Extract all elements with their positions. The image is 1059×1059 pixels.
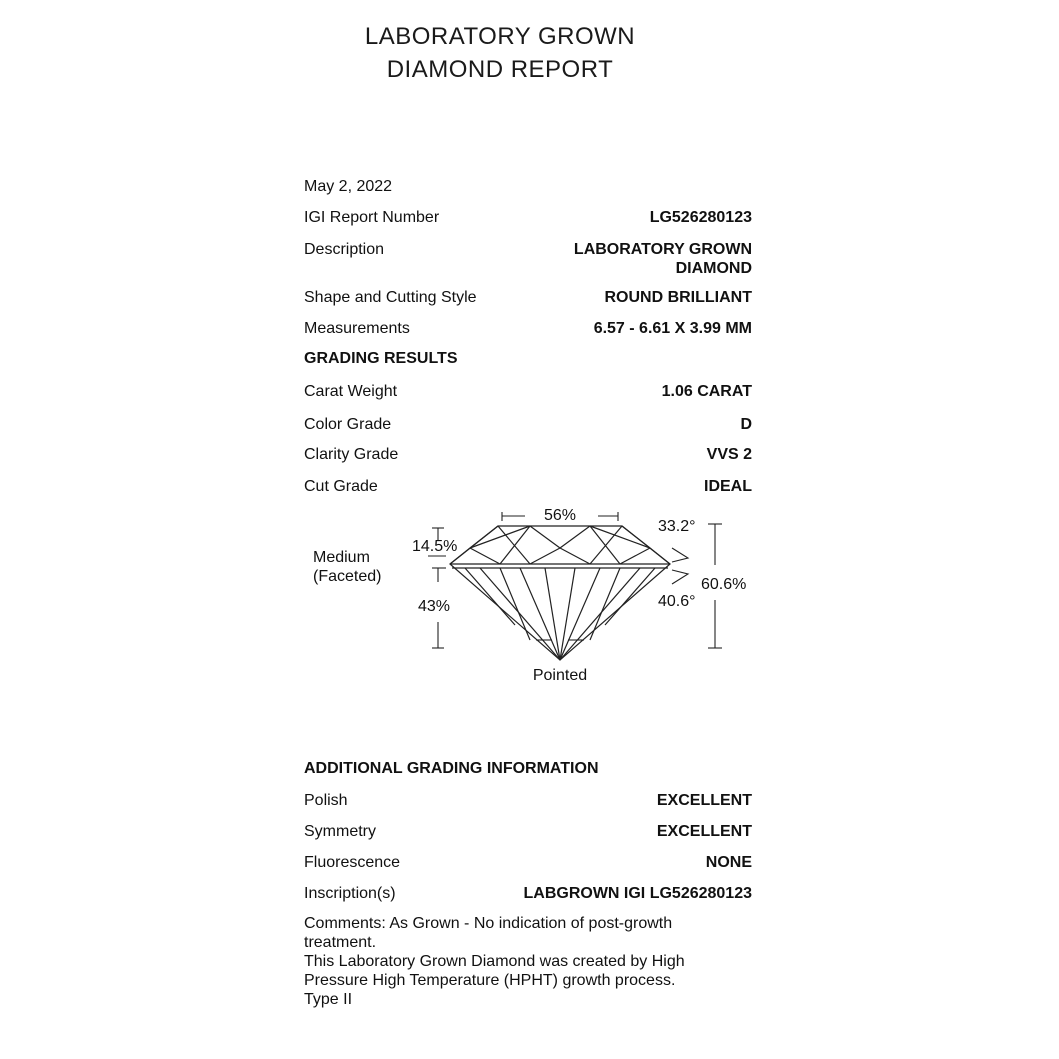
- polish-label: Polish: [304, 792, 348, 809]
- total-depth: 60.6%: [701, 576, 747, 593]
- shape-label: Shape and Cutting Style: [304, 289, 477, 306]
- title-line-1: LABORATORY GROWN: [364, 23, 636, 50]
- culet-label: Pointed: [532, 667, 588, 684]
- table-percentage: 56%: [543, 507, 577, 524]
- fluorescence-label: Fluorescence: [304, 854, 401, 871]
- cut-label: Cut Grade: [304, 478, 378, 495]
- carat-label: Carat Weight: [304, 383, 398, 400]
- carat-value: 1.06 CARAT: [661, 383, 752, 400]
- girdle-thickness: Medium: [313, 549, 370, 566]
- additional-info-heading: ADDITIONAL GRADING INFORMATION: [304, 760, 599, 777]
- comments-block: [304, 914, 724, 1009]
- report-number-label: IGI Report Number: [304, 209, 440, 226]
- crown-angle: 33.2°: [658, 518, 696, 535]
- report-number-value: LG526280123: [649, 209, 752, 226]
- report-date: May 2, 2022: [304, 178, 393, 195]
- clarity-label: Clarity Grade: [304, 446, 399, 463]
- color-value: D: [740, 416, 752, 433]
- shape-value: ROUND BRILLIANT: [604, 289, 752, 306]
- crown-height: 14.5%: [412, 538, 458, 555]
- description-label: Description: [304, 241, 385, 258]
- symmetry-label: Symmetry: [304, 823, 376, 840]
- inscription-value: LABGROWN IGI LG526280123: [523, 885, 752, 902]
- measurements-label: Measurements: [304, 320, 410, 337]
- title-line-2: DIAMOND REPORT: [386, 56, 614, 83]
- pavilion-depth: 43%: [418, 598, 451, 615]
- fluorescence-value: NONE: [705, 854, 752, 871]
- symmetry-value: EXCELLENT: [656, 823, 752, 840]
- grading-results-heading: GRADING RESULTS: [304, 350, 458, 367]
- description-value: LABORATORY GROWN DIAMOND: [573, 241, 752, 277]
- clarity-value: VVS 2: [706, 446, 752, 463]
- diamond-outline: [450, 526, 670, 660]
- measurements-value: 6.57 - 6.61 X 3.99 MM: [593, 320, 752, 337]
- girdle-finish: (Faceted): [313, 568, 382, 585]
- inscription-label: Inscription(s): [304, 885, 396, 902]
- pavilion-angle: 40.6°: [658, 593, 696, 610]
- polish-value: EXCELLENT: [656, 792, 752, 809]
- cut-value: IDEAL: [704, 478, 752, 495]
- comments-text: Comments: As Grown - No indication of post-growth treatment. This Laboratory Grown Diamond was created by High Pressure High Temperature (HPHT) growth process. Type II: [304, 915, 685, 1008]
- color-label: Color Grade: [304, 416, 392, 433]
